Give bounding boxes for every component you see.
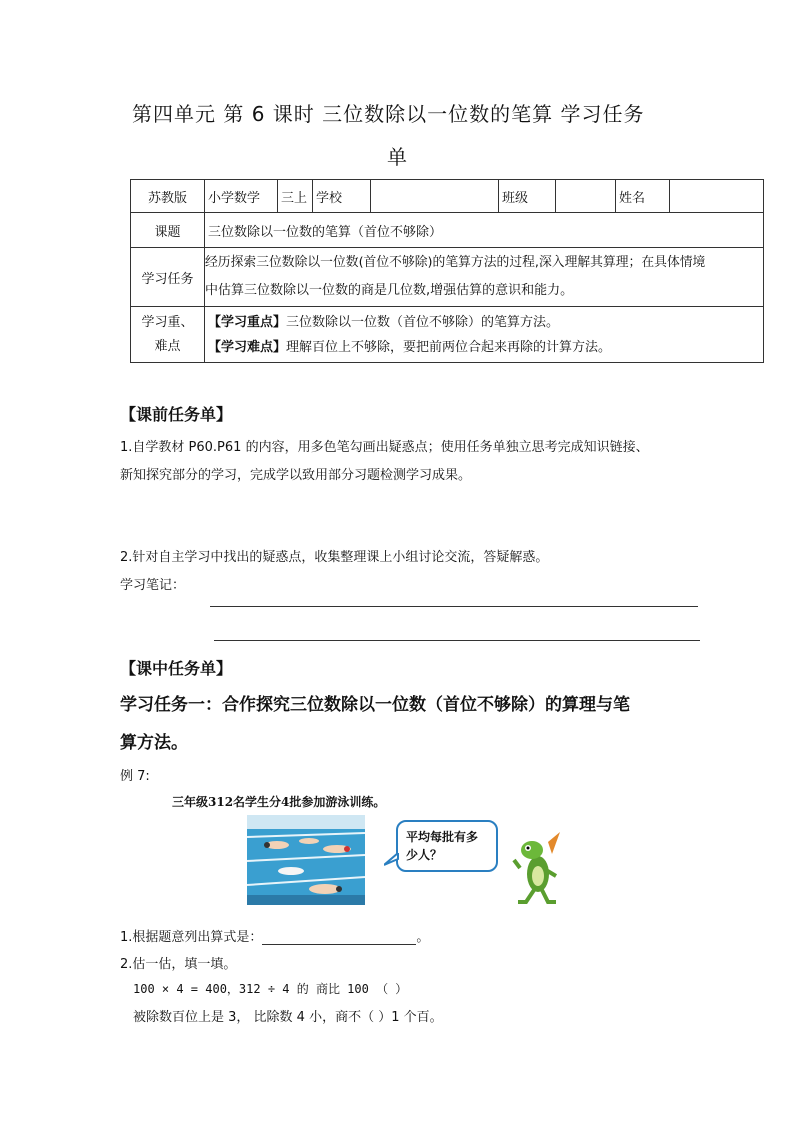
topic-value: 三位数除以一位数的笔算（首位不够除） <box>205 213 764 248</box>
difficulty-tag: 【学习难点】 <box>208 339 287 355</box>
task-value-line2: 中估算三位数除以一位数的商是几位数,增强估算的意识和能力。 <box>205 283 574 298</box>
key-value <box>205 307 764 363</box>
cell-grade: 三上 <box>278 180 313 213</box>
question-1-answer-blank[interactable] <box>262 930 416 945</box>
cell-edition: 苏教版 <box>131 180 205 213</box>
difficulty-text: 理解百位上不够除，要把前两位合起来再除的计算方法。 <box>286 339 612 355</box>
info-row-task <box>131 248 764 307</box>
page-title-line1: 第四单元 第 6 课时 三位数除以一位数的笔算 学习任务 <box>132 102 645 126</box>
cell-school-label: 学校 <box>313 180 371 213</box>
key-point-text: 三位数除以一位数（首位不够除）的笔算方法。 <box>286 314 560 330</box>
info-row-key <box>131 307 764 363</box>
key-label-line1: 学习重、 <box>141 314 194 330</box>
key-point-tag: 【学习重点】 <box>208 314 287 330</box>
question-1-suffix: 。 <box>416 930 430 945</box>
task-label: 学习任务 <box>131 248 205 307</box>
info-row-topic <box>131 213 764 248</box>
bubble-tail <box>384 852 400 871</box>
cell-subject: 小学数学 <box>205 180 278 213</box>
notes-label: 学习笔记： <box>120 578 186 593</box>
cell-name-value[interactable] <box>670 180 764 213</box>
cell-name-label: 姓名 <box>616 180 670 213</box>
question-2: 2.估一估，填一填。 <box>120 957 237 972</box>
pre-class-heading: 【课前任务单】 <box>120 405 233 424</box>
in-class-heading: 【课中任务单】 <box>120 659 233 678</box>
cell-class-label: 班级 <box>499 180 556 213</box>
swimming-pool-photo <box>247 815 365 905</box>
notes-line-1[interactable] <box>210 606 698 607</box>
pre-class-item1-line2: 新知探究部分的学习，完成学以致用部分习题检测学习成果。 <box>120 468 472 483</box>
info-row-header <box>131 180 764 213</box>
info-table <box>130 179 764 363</box>
cell-class-value[interactable] <box>556 180 616 213</box>
pre-class-item2: 2.针对自主学习中找出的疑惑点，收集整理课上小组讨论交流，答疑解惑。 <box>120 550 549 565</box>
bubble-text-line1: 平均每批有多 <box>406 830 479 844</box>
task1-line1: 学习任务一：合作探究三位数除以一位数（首位不够除）的算理与笔 <box>120 695 630 715</box>
bubble-text-line2: 少人？ <box>406 848 443 862</box>
key-point-line <box>208 310 760 335</box>
speech-bubble <box>396 820 498 872</box>
task-value <box>205 248 764 307</box>
task-value-line1: 经历探索三位数除以一位数(首位不够除)的笔算方法的过程,深入理解其算理；在具体情境 <box>205 255 706 270</box>
key-label <box>131 307 205 363</box>
question-2-line2: 被除数百位上是 3， 比除数 4 小，商不（ ）1 个百。 <box>133 1010 443 1025</box>
problem-text: 三年级312名学生分4批参加游泳训练。 <box>172 795 386 809</box>
pre-class-item1-line1: 1.自学教材 P60.P61 的内容，用多色笔勾画出疑惑点；使用任务单独立思考完成知识链接、 <box>120 440 649 455</box>
question-1 <box>120 926 429 945</box>
dinosaur-mascot-icon <box>512 830 562 914</box>
cell-school-value[interactable] <box>371 180 499 213</box>
topic-label: 课题 <box>131 213 205 248</box>
page-title-line2: 单 <box>387 145 408 169</box>
difficulty-line <box>208 335 760 360</box>
question-2-line1: 100 × 4 = 400，312 ÷ 4 的 商比 100 （ ） <box>133 982 408 996</box>
question-1-prefix: 1.根据题意列出算式是： <box>120 930 263 945</box>
key-label-line2: 难点 <box>154 338 181 354</box>
notes-line-2[interactable] <box>214 640 700 641</box>
task1-line2: 算方法。 <box>120 733 188 753</box>
example-label: 例 7: <box>120 769 150 784</box>
